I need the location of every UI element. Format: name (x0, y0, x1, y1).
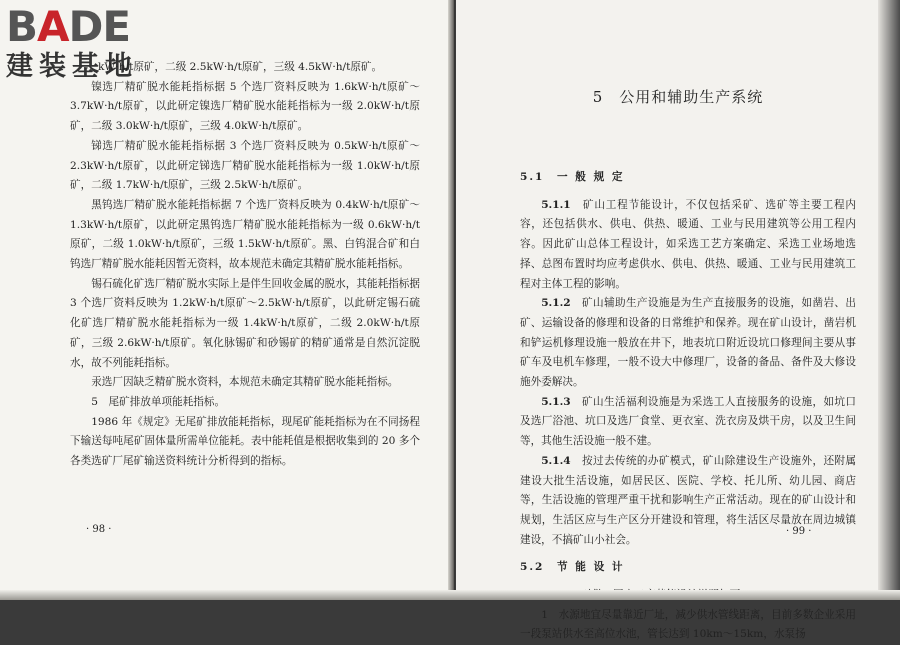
paragraph: 1 水源地宜尽量靠近厂址，减少供水管线距离，目前多数企业采用一段泵站供水至高位水池，管长达到 10km～15km，水泵扬 (520, 608, 856, 641)
paragraph: 锡石硫化矿选厂精矿脱水实际上是伴生回收金属的脱水，其能耗指标据 3 个选厂资料反映为 1.2kW·h/t原矿～2.5kW·h/t原矿，以此研定锡石硫化矿选厂精矿脱水能耗指标为一级 1.4kW·h/t原矿，二级 2.0kW·h/t原矿，三级 2.6kW·h/t原矿。氧化脉锡矿和砂锡矿的精矿通常是自然沉淀脱水，故不列能耗指标。 (70, 277, 420, 369)
logo-sub-text: 建装基地 (6, 51, 138, 82)
section-heading: 5.1 一 般 规 定 (520, 171, 625, 183)
left-body-text (70, 58, 420, 472)
clause-number: 5.1.1 (541, 198, 571, 211)
clause (520, 294, 856, 393)
paragraph: 1986 年《规定》无尾矿排放能耗指标，现尾矿能耗指标为在不同扬程下输送每吨尾矿固体量所需单位能耗。表中能耗值是根据收集到的 20 多个各类选矿厂尾矿输送资料统计分析得到的指标。 (70, 415, 420, 468)
page-edge-bottom (0, 590, 900, 600)
chapter-title: 5 公用和辅助生产系统 (592, 88, 764, 106)
clause-text: 矿山工程节能设计，不仅包括采矿、选矿等主要工程内容，还包括供水、供电、供热、暖通、工业与民用建筑等公用工程内容。因此矿山总体工程设计，如采选工艺方案确定、采选工业场地选择、总图布置时均应考虑供水、供电、供热、暖通、工业与民用建筑工程对主体工程的影响。 (520, 198, 857, 290)
paragraph: kW·h/t原矿，二级 2.5kW·h/t原矿，三级 4.5kW·h/t原矿。 (98, 61, 383, 73)
clause-text: 矿山生活福利设施是为采选工人直接服务的设施，如坑口及选厂浴池、坑口及选厂食堂、更衣室、洗衣房及烘干房，以及卫生间等，其他生活设施一般不建。 (520, 395, 857, 448)
clause-text: 矿山辅助生产设施是为生产直接服务的设施，如凿岩、出矿、运输设备的修理和设备的日常维护和保养。现在矿山设计，凿岩机和铲运机修理设施一般放在井下，地表坑口附近设坑口修理间主要从事矿车及电机车修理，一般不设大中修理厂，设备的备品、备件及大修设施外委解决。 (520, 297, 857, 389)
logo-accent-letter: A (37, 2, 69, 51)
clause (520, 393, 856, 452)
clause (520, 196, 856, 295)
logo-main-text: BADE (6, 2, 131, 51)
paragraph: 锑选厂精矿脱水能耗指标据 3 个选厂资料反映为 0.5kW·h/t原矿～2.3kW·h/t原矿，以此研定锑选厂精矿脱水能耗指标为一级 1.0kW·h/t原矿，二级 1.7kW·h/t原矿，三级 2.5kW·h/t原矿。 (70, 139, 420, 192)
page-edge-right (878, 0, 900, 600)
clause-number: 5.1.3 (541, 395, 571, 408)
paragraph: 汞选厂因缺乏精矿脱水资料，本规范未确定其精矿脱水能耗指标。 (91, 376, 399, 389)
left-page (0, 0, 452, 600)
right-page (456, 0, 900, 641)
paragraph: 黑钨选厂精矿脱水能耗指标据 7 个选厂资料反映为 0.4kW·h/t原矿～1.3kW·h/t原矿，以此研定黑钨选厂精矿脱水能耗指标为一级 0.6kW·h/t原矿，二级 1.0kW·h/t原矿，三级 1.5kW·h/t原矿。黑、白钨混合矿和白钨选厂精矿脱水能耗因暂无资料，故本规范未确定其精矿脱水能耗指标。 (70, 198, 420, 271)
clause-text: 按过去传统的办矿模式，矿山除建设生产设施外，还附属建设大批生活设施，如居民区、医院、学校、托儿所、幼儿园、商店等，生活设施的管理严重干扰和影响生产正常活动。现在的矿山设计和规划，生活区应与生产区分开建设和管理，将生活区尽量放在周边城镇建设，不搞矿山小社会。 (520, 454, 857, 546)
clause-number: 5.1.2 (541, 297, 571, 310)
section-heading: 5.2 节 能 设 计 (520, 561, 625, 574)
right-body-text (520, 160, 856, 645)
page-number-left: · 98 · (86, 524, 112, 535)
paragraph: 镍选厂精矿脱水能耗指标据 5 个选厂资料反映为 1.6kW·h/t原矿～3.7kW·h/t原矿，以此研定镍选厂精矿脱水能耗指标为一级 2.0kW·h/t原矿，二级 3.0kW·h/t原矿，三级 4.0kW·h/t原矿。 (70, 80, 420, 133)
clause-number: 5.1.4 (541, 454, 571, 467)
subheading: 5 尾矿排放单项能耗指标。 (91, 395, 226, 408)
page-number-right: · 99 · (786, 526, 812, 537)
